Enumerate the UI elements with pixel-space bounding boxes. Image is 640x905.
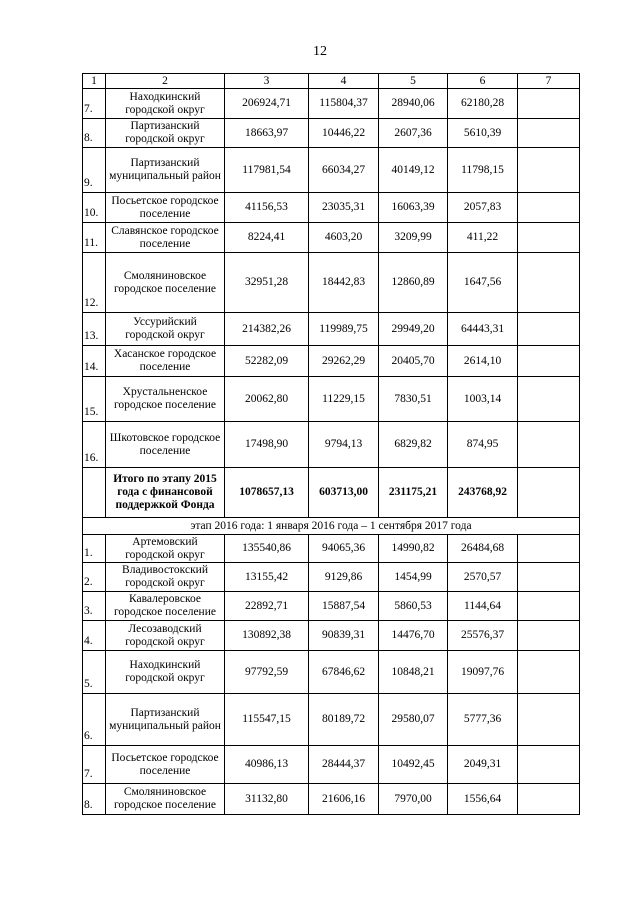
municipality-name: Хасанское городское поселение: [106, 346, 225, 377]
value-col-6: 1144,64: [448, 592, 518, 621]
table-row: [83, 535, 580, 563]
value-col-5: 1454,99: [379, 563, 448, 592]
value-col-5: 10492,45: [379, 746, 448, 784]
value-col-4: 119989,75: [309, 313, 379, 346]
table-row: [83, 592, 580, 621]
municipality-name: Смоляниновское городское поселение: [106, 784, 225, 815]
row-number: 8.: [83, 119, 106, 148]
value-col-6: 1556,64: [448, 784, 518, 815]
table-row: [83, 784, 580, 815]
value-col-3: 20062,80: [225, 377, 309, 422]
table-row: [83, 313, 580, 346]
table-body: [83, 74, 580, 815]
row-number: 10.: [83, 193, 106, 223]
municipality-name: Находкинский городской округ: [106, 89, 225, 119]
value-col-7: [518, 535, 580, 563]
table-row: [83, 148, 580, 193]
value-col-3: 206924,71: [225, 89, 309, 119]
municipality-name: Партизанский муниципальный район: [106, 148, 225, 193]
value-col-4: 4603,20: [309, 223, 379, 253]
value-col-5: 231175,21: [379, 468, 448, 518]
value-col-4: 28444,37: [309, 746, 379, 784]
value-col-3: 40986,13: [225, 746, 309, 784]
table-row: [83, 651, 580, 694]
value-col-6: 1647,56: [448, 253, 518, 313]
value-col-7: [518, 746, 580, 784]
value-col-7: [518, 377, 580, 422]
row-number: 14.: [83, 346, 106, 377]
value-col-6: 2057,83: [448, 193, 518, 223]
value-col-4: 90839,31: [309, 621, 379, 651]
value-col-3: 17498,90: [225, 422, 309, 468]
value-col-5: 6829,82: [379, 422, 448, 468]
value-col-3: 97792,59: [225, 651, 309, 694]
value-col-5: 7830,51: [379, 377, 448, 422]
row-number: 5.: [83, 651, 106, 694]
row-number: 12.: [83, 253, 106, 313]
value-col-5: 10848,21: [379, 651, 448, 694]
value-col-7: [518, 313, 580, 346]
municipality-name: Артемовский городской округ: [106, 535, 225, 563]
table-row: [83, 193, 580, 223]
value-col-5: 40149,12: [379, 148, 448, 193]
table-row: [83, 346, 580, 377]
value-col-3: 117981,54: [225, 148, 309, 193]
value-col-6: 25576,37: [448, 621, 518, 651]
value-col-5: 14990,82: [379, 535, 448, 563]
value-col-7: [518, 346, 580, 377]
section-header-row: [83, 518, 580, 535]
row-number: 3.: [83, 592, 106, 621]
value-col-4: 21606,16: [309, 784, 379, 815]
municipality-name: Посьетское городское поселение: [106, 746, 225, 784]
total-row: [83, 468, 580, 518]
value-col-3: 115547,15: [225, 694, 309, 746]
value-col-7: [518, 119, 580, 148]
municipality-name: Шкотовское городское поселение: [106, 422, 225, 468]
row-number: 7.: [83, 89, 106, 119]
value-col-6: 5777,36: [448, 694, 518, 746]
value-col-7: [518, 563, 580, 592]
value-col-3: 52282,09: [225, 346, 309, 377]
municipality-name: Кавалеровское городское поселение: [106, 592, 225, 621]
value-col-3: 1078657,13: [225, 468, 309, 518]
value-col-7: [518, 468, 580, 518]
municipality-name: Итого по этапу 2015 года с финансовой поддержкой Фонда: [106, 468, 225, 518]
value-col-4: 18442,83: [309, 253, 379, 313]
header-cell-2: 2: [106, 74, 225, 89]
value-col-4: 66034,27: [309, 148, 379, 193]
table-row: [83, 746, 580, 784]
row-number: 16.: [83, 422, 106, 468]
value-col-5: 29949,20: [379, 313, 448, 346]
table-row: [83, 563, 580, 592]
value-col-5: 20405,70: [379, 346, 448, 377]
value-col-4: 9129,86: [309, 563, 379, 592]
value-col-6: 874,95: [448, 422, 518, 468]
value-col-7: [518, 148, 580, 193]
municipality-name: Посьетское городское поселение: [106, 193, 225, 223]
row-number: 6.: [83, 694, 106, 746]
value-col-4: 11229,15: [309, 377, 379, 422]
value-col-6: 64443,31: [448, 313, 518, 346]
municipality-name: Лесозаводский городской округ: [106, 621, 225, 651]
value-col-6: 5610,39: [448, 119, 518, 148]
value-col-4: 9794,13: [309, 422, 379, 468]
value-col-7: [518, 592, 580, 621]
value-col-7: [518, 193, 580, 223]
value-col-7: [518, 253, 580, 313]
row-number: 9.: [83, 148, 106, 193]
value-col-7: [518, 422, 580, 468]
municipality-name: Смоляниновское городское поселение: [106, 253, 225, 313]
table-row: [83, 694, 580, 746]
value-col-6: 2570,57: [448, 563, 518, 592]
municipality-name: Славянское городское поселение: [106, 223, 225, 253]
table-row: [83, 422, 580, 468]
row-number: 8.: [83, 784, 106, 815]
value-col-7: [518, 223, 580, 253]
row-number: [83, 468, 106, 518]
row-number: 4.: [83, 621, 106, 651]
table-row: [83, 223, 580, 253]
header-cell-4: 4: [309, 74, 379, 89]
value-col-4: 115804,37: [309, 89, 379, 119]
value-col-6: 1003,14: [448, 377, 518, 422]
value-col-4: 603713,00: [309, 468, 379, 518]
municipality-name: Хрустальненское городское поселение: [106, 377, 225, 422]
value-col-4: 29262,29: [309, 346, 379, 377]
value-col-6: 243768,92: [448, 468, 518, 518]
row-number: 7.: [83, 746, 106, 784]
table-header-row: [83, 74, 580, 89]
municipality-name: Партизанский муниципальный район: [106, 694, 225, 746]
header-cell-6: 6: [448, 74, 518, 89]
value-col-4: 80189,72: [309, 694, 379, 746]
header-cell-5: 5: [379, 74, 448, 89]
value-col-4: 10446,22: [309, 119, 379, 148]
value-col-6: 411,22: [448, 223, 518, 253]
municipality-name: Находкинский городской округ: [106, 651, 225, 694]
value-col-4: 23035,31: [309, 193, 379, 223]
table-row: [83, 89, 580, 119]
value-col-3: 32951,28: [225, 253, 309, 313]
value-col-3: 130892,38: [225, 621, 309, 651]
value-col-3: 13155,42: [225, 563, 309, 592]
value-col-3: 41156,53: [225, 193, 309, 223]
row-number: 2.: [83, 563, 106, 592]
row-number: 1.: [83, 535, 106, 563]
header-cell-3: 3: [225, 74, 309, 89]
value-col-5: 16063,39: [379, 193, 448, 223]
value-col-5: 14476,70: [379, 621, 448, 651]
value-col-5: 7970,00: [379, 784, 448, 815]
page-number: 12: [313, 44, 327, 59]
row-number: 11.: [83, 223, 106, 253]
value-col-3: 18663,97: [225, 119, 309, 148]
value-col-5: 12860,89: [379, 253, 448, 313]
value-col-7: [518, 621, 580, 651]
table-row: [83, 377, 580, 422]
value-col-6: 11798,15: [448, 148, 518, 193]
value-col-6: 2614,10: [448, 346, 518, 377]
value-col-7: [518, 694, 580, 746]
value-col-7: [518, 784, 580, 815]
data-table: [82, 73, 580, 815]
value-col-6: 62180,28: [448, 89, 518, 119]
table-row: [83, 253, 580, 313]
header-cell-7: 7: [518, 74, 580, 89]
value-col-5: 3209,99: [379, 223, 448, 253]
value-col-5: 2607,36: [379, 119, 448, 148]
table-row: [83, 621, 580, 651]
municipality-name: Владивостокский городской округ: [106, 563, 225, 592]
row-number: 15.: [83, 377, 106, 422]
value-col-6: 2049,31: [448, 746, 518, 784]
table-row: [83, 119, 580, 148]
value-col-3: 31132,80: [225, 784, 309, 815]
value-col-5: 28940,06: [379, 89, 448, 119]
municipality-name: Уссурийский городской округ: [106, 313, 225, 346]
value-col-5: 29580,07: [379, 694, 448, 746]
value-col-6: 26484,68: [448, 535, 518, 563]
value-col-6: 19097,76: [448, 651, 518, 694]
value-col-3: 8224,41: [225, 223, 309, 253]
header-cell-1: 1: [83, 74, 106, 89]
municipality-name: Партизанский городской округ: [106, 119, 225, 148]
value-col-3: 214382,26: [225, 313, 309, 346]
row-number: 13.: [83, 313, 106, 346]
value-col-7: [518, 651, 580, 694]
value-col-4: 67846,62: [309, 651, 379, 694]
value-col-4: 94065,36: [309, 535, 379, 563]
value-col-5: 5860,53: [379, 592, 448, 621]
value-col-7: [518, 89, 580, 119]
section-title: этап 2016 года: 1 января 2016 года – 1 сентября 2017 года: [83, 518, 580, 535]
value-col-3: 22892,71: [225, 592, 309, 621]
value-col-3: 135540,86: [225, 535, 309, 563]
value-col-4: 15887,54: [309, 592, 379, 621]
